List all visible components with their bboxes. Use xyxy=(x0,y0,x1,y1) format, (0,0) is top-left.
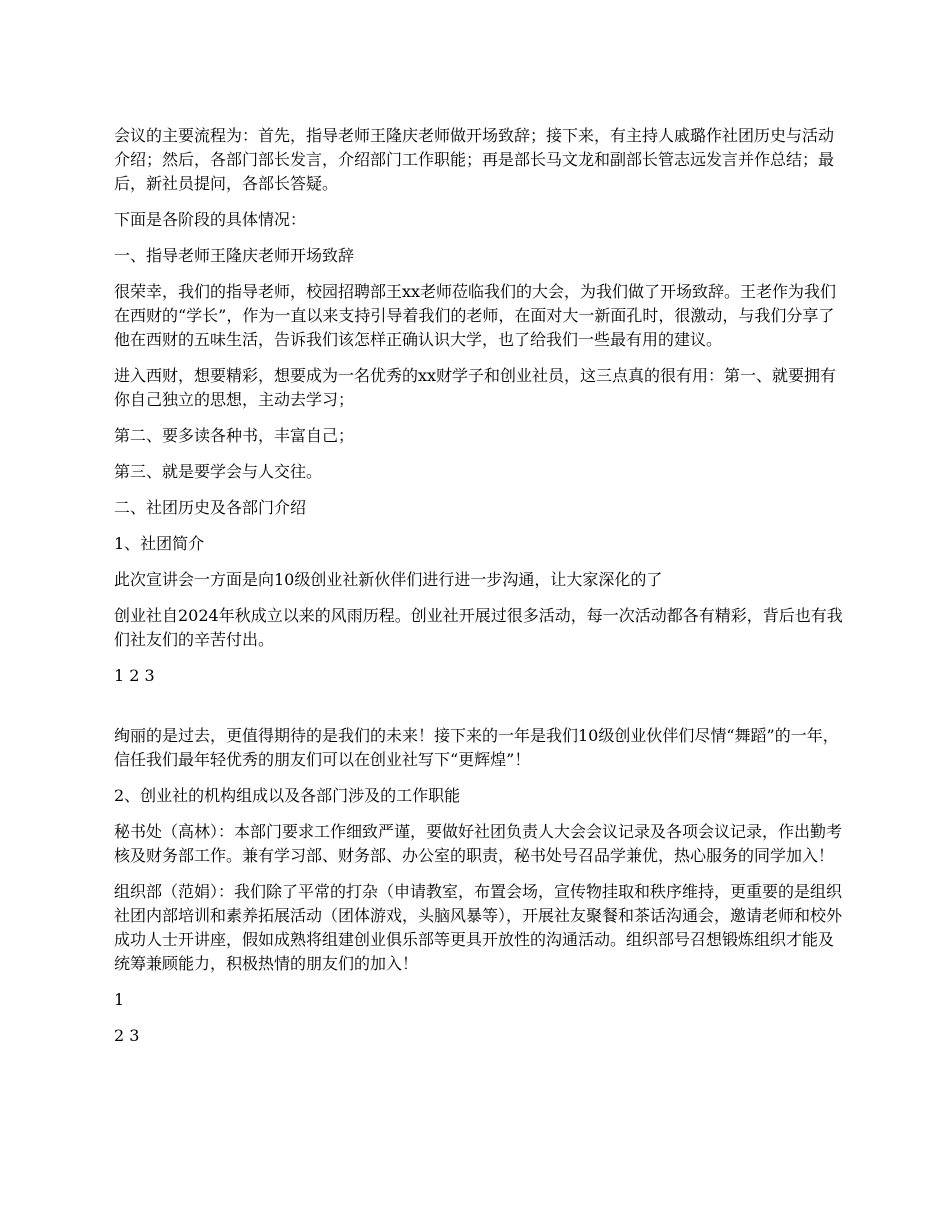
section-heading-opening-speech: 一、指导老师王隆庆老师开场致辞 xyxy=(114,246,355,265)
paragraph-organization-dept: 组织部（范娟）：我们除了平常的打杂（申请教室，布置会场，宣传物挂取和秩序维持，更重要的是组织社团内部培训和素养拓展活动（团体游戏，头脑风暴等），开展社友聚餐和茶话沟通会，邀请老师和校外成功人士开讲座，假如成熟将组建创业俱乐部等更具开放性的沟通活动。组织部号召想锻炼组织才能及统筹兼顾能力，积极热情的朋友们的加入！ xyxy=(114,882,843,973)
paragraph-future: 绚丽的是过去，更值得期待的是我们的未来！接下来的一年是我们10级创业伙伴们尽情“舞蹈”的一年，信任我们最年轻优秀的朋友们可以在创业社写下“更辉煌”！ xyxy=(114,726,839,769)
page-number-line: 1 xyxy=(114,990,125,1009)
paragraph-club-history: 创业社自2024年秋成立以来的风雨历程。创业社开展过很多活动，每一次活动都各有精彩，背后也有我们社友们的辛苦付出。 xyxy=(114,606,843,649)
section-heading-club-history: 二、社团历史及各部门介绍 xyxy=(114,498,307,517)
paragraph-point-three: 第三、就是要学会与人交往。 xyxy=(114,462,323,481)
subheading-club-structure: 2、创业社的机构组成以及各部门涉及的工作职能 xyxy=(114,786,461,805)
paragraph-point-two: 第二、要多读各种书，丰富自己； xyxy=(114,426,355,445)
paragraph-teacher-speech: 很荣幸，我们的指导老师，校园招聘部王xx老师莅临我们的大会，为我们做了开场致辞。王老作为我们在西财的“学长”，作为一直以来支持引导着我们的老师，在面对大一新面孔时，很激动，与我们分享了他在西财的五味生活，告诉我们该怎样正确认识大学，也了给我们一些最有用的建议。 xyxy=(114,282,837,349)
page-number-line: 1 2 3 xyxy=(114,666,155,685)
document-body xyxy=(114,124,844,1060)
page-number-line: 2 3 xyxy=(114,1026,140,1045)
paragraph-three-points: 进入西财，想要精彩，想要成为一名优秀的xx财学子和创业社员，这三点真的很有用：第一、就要拥有你自己独立的思想，主动去学习； xyxy=(114,366,837,409)
paragraph-secretariat: 秘书处（高林）：本部门要求工作细致严谨，要做好社团负责人大会会议记录及各项会议记录，作出勤考核及财务部工作。兼有学习部、财务部、办公室的职责，秘书处号召品学兼优，热心服务的同学加入！ xyxy=(114,822,843,865)
paragraph-stage-intro: 下面是各阶段的具体情况： xyxy=(114,210,307,229)
paragraph-presentation-purpose: 此次宣讲会一方面是向10级创业社新伙伴们进行进一步沟通，让大家深化的了 xyxy=(114,570,663,589)
paragraph-meeting-process: 会议的主要流程为：首先，指导老师王隆庆老师做开场致辞；接下来，有主持人戚璐作社团历史与活动介绍；然后，各部门部长发言，介绍部门工作职能；再是部长马文龙和副部长管志远发言并作总结；最后，新社员提问，各部长答疑。 xyxy=(114,126,835,193)
subheading-club-intro: 1、社团简介 xyxy=(114,534,205,553)
